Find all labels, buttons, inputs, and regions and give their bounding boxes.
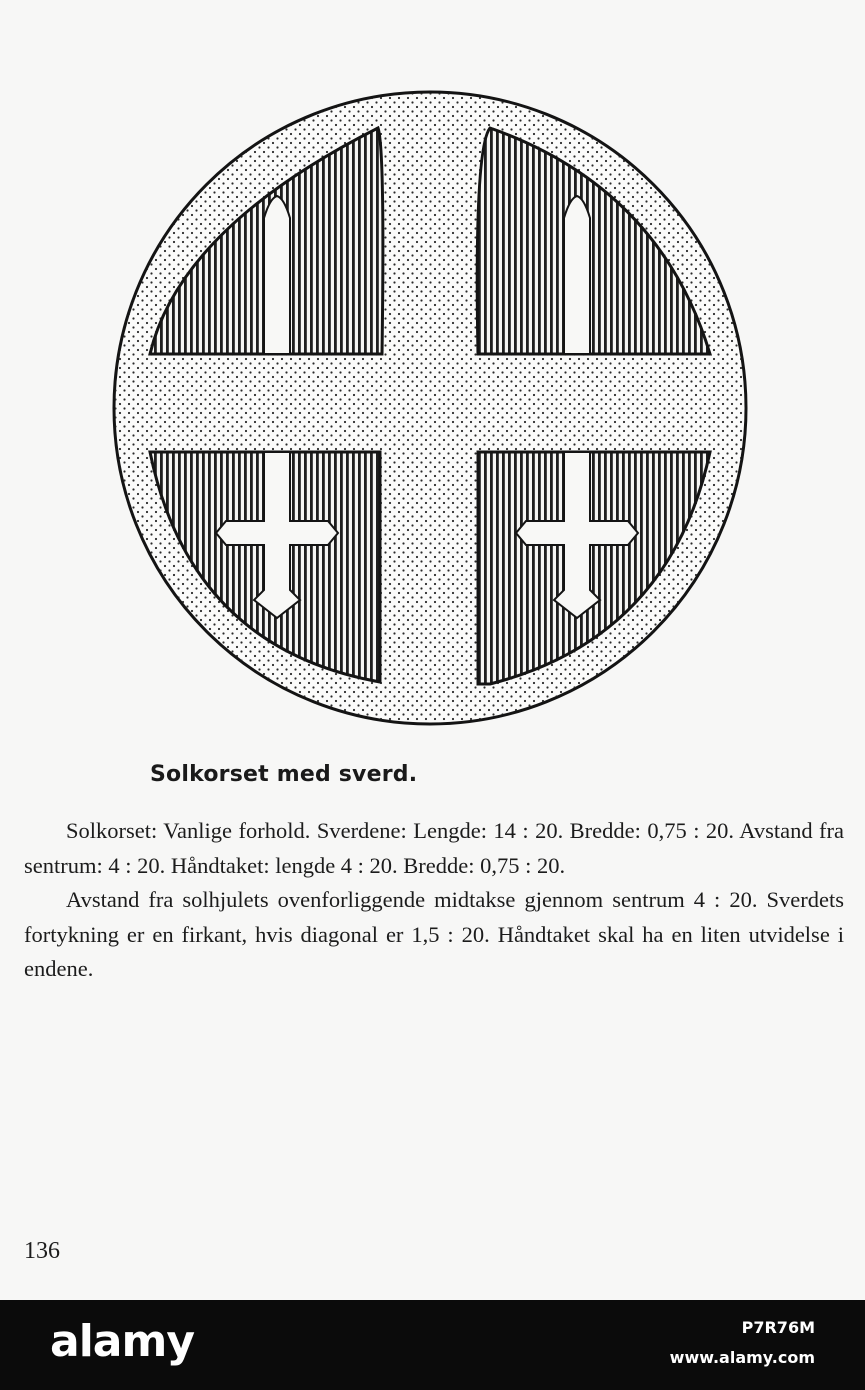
right-sword-blade <box>564 196 590 354</box>
alamy-logo: alamy <box>50 1316 194 1367</box>
body-text <box>24 814 844 987</box>
paragraph-details: Avstand fra solhjulets ovenforliggende midtakse gjennom sentrum 4 : 20. Sverdets fortykning er en firkant, hvis diagonal er 1,5 : 20. Håndtaket skal ha en liten utvidelse i endene. <box>24 887 844 981</box>
watermark-footer <box>0 1300 865 1390</box>
left-sword-blade <box>264 196 290 354</box>
site-url: www.alamy.com <box>669 1348 815 1367</box>
image-id: P7R76M <box>741 1318 815 1337</box>
paragraph-dimensions: Solkorset: Vanlige forhold. Sverdene: Lengde: 14 : 20. Bredde: 0,75 : 20. Avstand fra sentrum: 4 : 20. Håndtaket: lengde 4 : 20. Bredde: 0,75 : 20. <box>24 818 844 878</box>
page-number: 136 <box>24 1238 60 1264</box>
figure-caption: Solkorset med sverd. <box>150 762 418 787</box>
sun-cross-with-swords-emblem <box>100 78 760 738</box>
